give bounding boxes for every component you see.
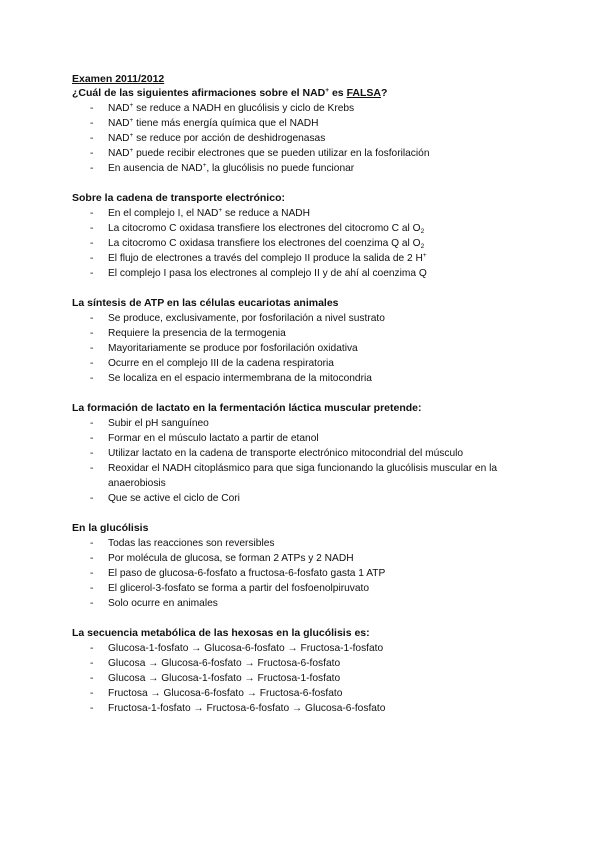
question-title: ¿Cuál de las siguientes afirmaciones sobre el NAD+ es FALSA?: [72, 87, 388, 99]
answer-option: - Glucosa → Glucosa-1-fosfato → Fructosa-1-fosfato: [72, 671, 542, 686]
answer-option: - El glicerol-3-fosfato se forma a partir del fosfoenolpiruvato: [72, 581, 542, 596]
answer-list: [72, 101, 542, 176]
answer-option: - Subir el pH sanguíneo: [72, 416, 542, 431]
question-title: Sobre la cadena de transporte electrónico:: [72, 192, 285, 204]
question-title: La formación de lactato en la fermentación láctica muscular pretende:: [72, 402, 422, 414]
answer-option: - Por molécula de glucosa, se forman 2 ATPs y 2 NADH: [72, 551, 542, 566]
answer-list: [72, 416, 542, 506]
falsa-emphasis: FALSA: [346, 87, 381, 99]
answer-option: - NAD+ se reduce a NADH en glucólisis y ciclo de Krebs: [72, 101, 542, 116]
question-1: [72, 86, 542, 176]
answer-option: - Requiere la presencia de la termogenia: [72, 326, 542, 341]
answer-option: - Mayoritariamente se produce por fosforilación oxidativa: [72, 341, 542, 356]
answer-option: - Glucosa → Glucosa-6-fosfato → Fructosa-6-fosfato: [72, 656, 542, 671]
answer-option: - Se produce, exclusivamente, por fosforilación a nivel sustrato: [72, 311, 542, 326]
answer-option: - NAD+ tiene más energía química que el NADH: [72, 116, 542, 131]
answer-list: [72, 536, 542, 611]
answer-option: - Todas las reacciones son reversibles: [72, 536, 542, 551]
answer-option: - La citocromo C oxidasa transfiere los electrones del citocromo C al $O_2$: [72, 221, 542, 236]
answer-option: - NAD+ se reduce por acción de deshidrogenasas: [72, 131, 542, 146]
question-title: La síntesis de ATP en las células eucariotas animales: [72, 297, 339, 309]
answer-option: - Ocurre en el complejo III de la cadena respiratoria: [72, 356, 542, 371]
question-title: La secuencia metabólica de las hexosas en la glucólisis es:: [72, 627, 370, 639]
answer-option: - Fructosa → Glucosa-6-fosfato → Fructosa-6-fosfato: [72, 686, 542, 701]
answer-option: - El paso de glucosa-6-fosfato a fructosa-6-fosfato gasta 1 ATP: [72, 566, 542, 581]
answer-option: - Formar en el músculo lactato a partir de etanol: [72, 431, 542, 446]
question-5: [72, 521, 542, 611]
answer-list: [72, 206, 542, 281]
answer-option: - El flujo de electrones a través del complejo II produce la salida de 2 H+: [72, 251, 542, 266]
answer-list: [72, 311, 542, 386]
answer-option: - Glucosa-1-fosfato → Glucosa-6-fosfato → Fructosa-1-fosfato: [72, 641, 542, 656]
question-4: [72, 401, 542, 506]
document-page: [72, 72, 542, 731]
answer-option: - La citocromo C oxidasa transfiere los electrones del coenzima Q al $O_2$: [72, 236, 542, 251]
question-2: [72, 191, 542, 281]
question-3: [72, 296, 542, 386]
answer-option: - Solo ocurre en animales: [72, 596, 542, 611]
answer-list: [72, 641, 542, 716]
answer-option: - En el complejo I, el NAD+ se reduce a NADH: [72, 206, 542, 221]
answer-option: - Se localiza en el espacio intermembrana de la mitocondria: [72, 371, 542, 386]
answer-option: - En ausencia de NAD+, la glucólisis no puede funcionar: [72, 161, 542, 176]
answer-option: - NAD+ puede recibir electrones que se pueden utilizar en la fosforilación: [72, 146, 542, 161]
answer-option: - Reoxidar el NADH citoplásmico para que siga funcionando la glucólisis muscular en la anaerobiosis: [72, 461, 542, 491]
answer-option: - El complejo I pasa los electrones al complejo II y de ahí al coenzima Q: [72, 266, 542, 281]
answer-option: - Que se active el ciclo de Cori: [72, 491, 542, 506]
answer-option: - Fructosa-1-fosfato → Fructosa-6-fosfato → Glucosa-6-fosfato: [72, 701, 542, 716]
exam-title: Examen 2011/2012: [72, 73, 165, 85]
answer-option: - Utilizar lactato en la cadena de transporte electrónico mitocondrial del músculo: [72, 446, 542, 461]
question-6: [72, 626, 542, 716]
question-title: En la glucólisis: [72, 522, 149, 534]
